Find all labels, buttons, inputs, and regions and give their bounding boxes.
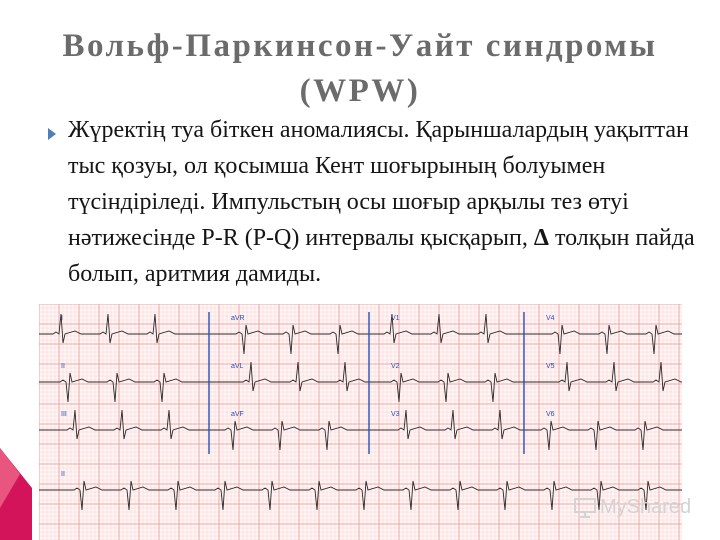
ecg-lead-label: III	[61, 411, 67, 418]
ecg-lead-label: aVF	[231, 411, 244, 418]
bullet-arrow-icon	[48, 128, 56, 140]
presentation-icon	[574, 496, 596, 518]
bullet-paragraph	[68, 112, 698, 292]
ecg-lead-label: V3	[391, 411, 400, 418]
title-line-1: Вольф-Паркинсон-Уайт синдромы	[62, 28, 658, 64]
watermark	[574, 492, 691, 522]
ecg-lead-label: V4	[546, 315, 555, 322]
ecg-lead-label: V1	[391, 315, 400, 322]
ecg-lead-label: V2	[391, 363, 400, 370]
ecg-lead-label: V5	[546, 363, 555, 370]
slide-title	[0, 24, 720, 114]
decorative-corner-shape	[0, 448, 32, 540]
ecg-lead-label: V6	[546, 411, 555, 418]
delta-symbol: Δ	[533, 225, 549, 251]
ecg-lead-label: II	[61, 363, 65, 370]
bullet-text: Жүректің туа біткен аномалиясы. Қарыншалардың уақыттан тыс қозуы, ол қосымша Кент шоғырының болуымен түсіндіріледі. Импульстың осы шоғыр арқылы тез өтуі нәтижесінде P-R (P-Q) интервалы қысқарып,	[68, 117, 689, 251]
title-line-2: (WPW)	[299, 73, 421, 109]
bullet-text-tail: толқын пайда болып, аритмия дамиды.	[68, 225, 695, 287]
ecg-lead-label: II	[61, 471, 65, 478]
ecg-lead-label: aVL	[231, 363, 244, 370]
ecg-lead-label: I	[61, 315, 63, 322]
ecg-lead-label: aVR	[231, 315, 245, 322]
watermark-text: MyShared	[600, 495, 692, 518]
